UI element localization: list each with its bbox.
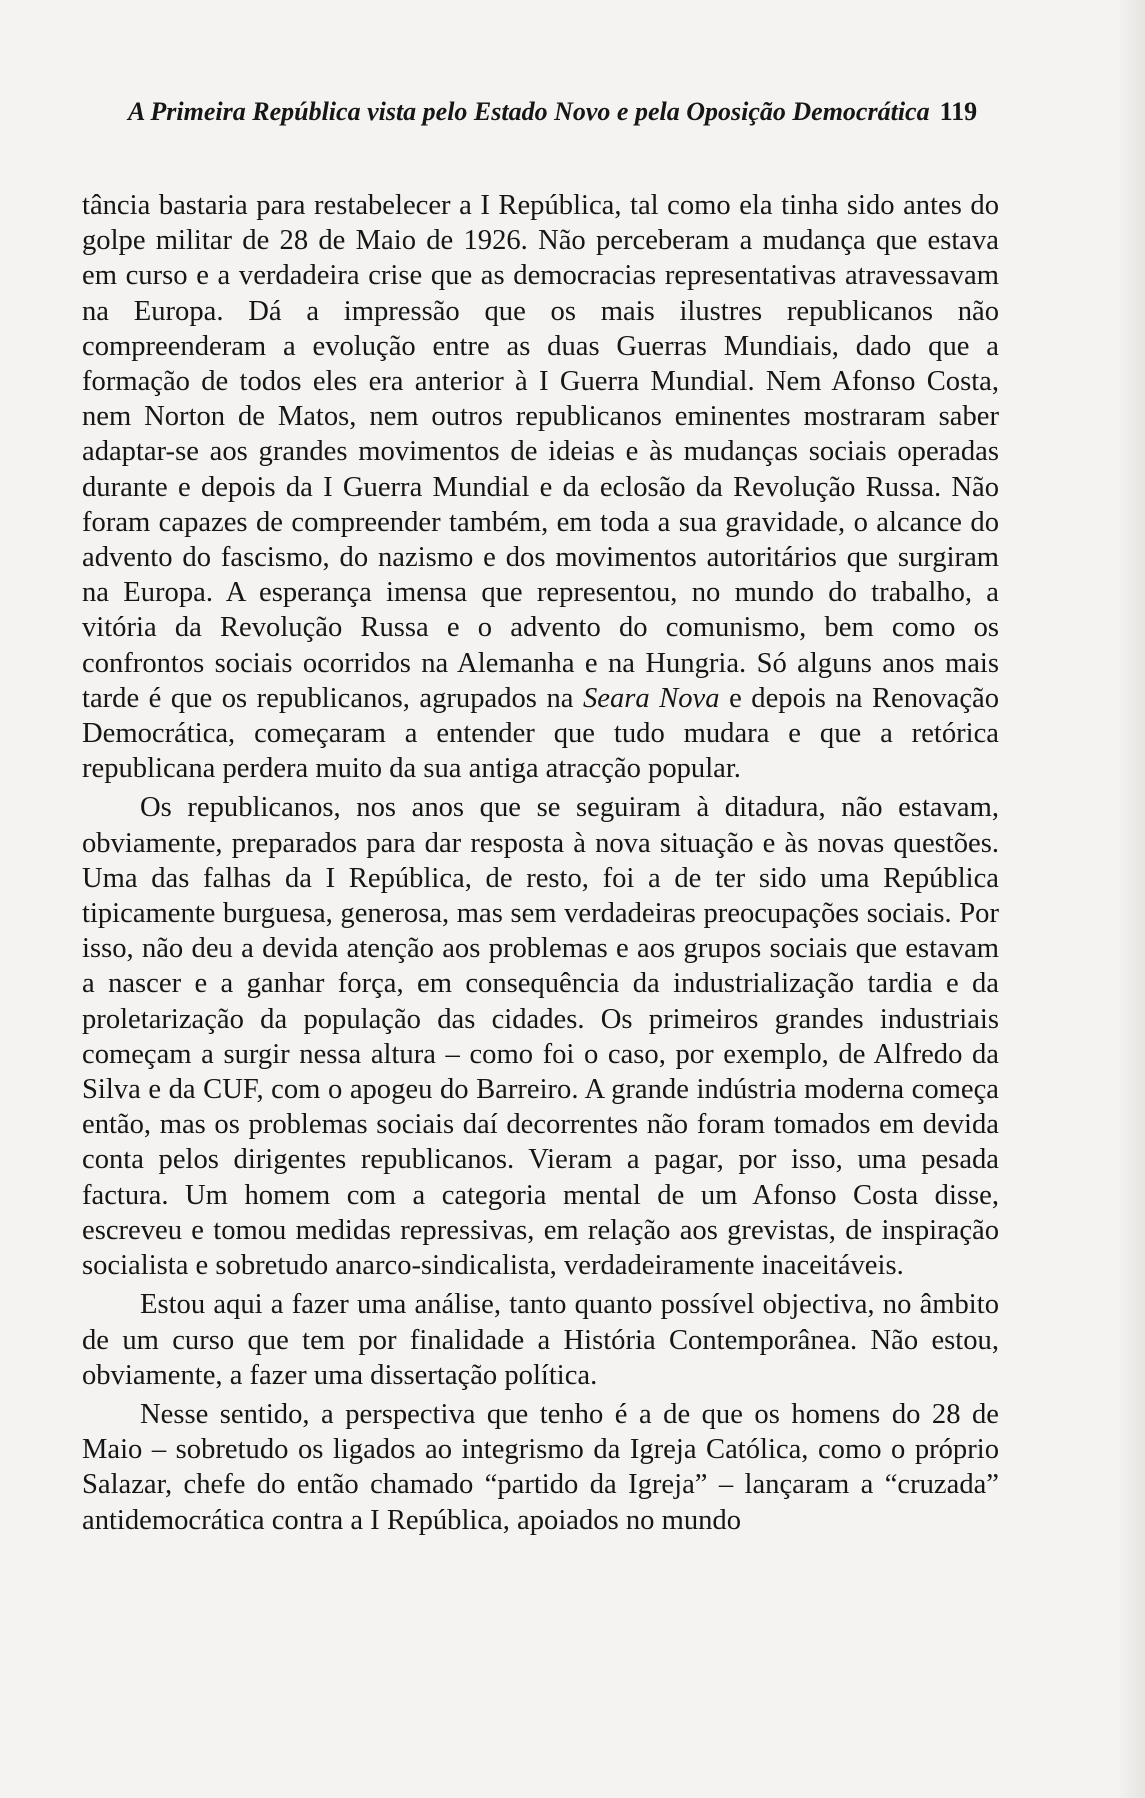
page-edge-shadow: [1117, 0, 1145, 1798]
page-number: 119: [939, 97, 978, 126]
running-title: A Primeira República vista pelo Estado Novo e pela Oposição Democrática: [128, 97, 930, 126]
paragraph-1: [82, 188, 999, 786]
paragraph-1-part-a: tância bastaria para restabelecer a I República, tal como ela tinha sido antes do golpe militar de 28 de Maio de 1926. Não perceberam a mudança que estava em curso e a verdadeira crise que as democracias representativas atravessavam na Europa. Dá a impressão que os mais ilustres republicanos não compreenderam a evolução entre as duas Guerras Mundiais, dado que a formação de todos eles era anterior à I Guerra Mundial. Nem Afonso Costa, nem Norton de Matos, nem outros republicanos eminentes mostraram saber adaptar-se aos grandes movimentos de ideias e às mudanças sociais operadas durante e depois da I Guerra Mundial e da eclosão da Revolução Russa. Não foram capazes de compreender também, em toda a sua gravidade, o alcance do advento do fascismo, do nazismo e dos movimentos autoritários que surgiram na Europa. A esperança imensa que representou, no mundo do trabalho, a vitória da Revolução Russa e o advento do comunismo, bem como os confrontos sociais ocorridos na Alemanha e na Hungria. Só alguns anos mais tarde é que os republicanos, agrupados na: [82, 190, 999, 714]
journal-title-italic: Seara Nova: [582, 682, 720, 714]
paragraph-3: Estou aqui a fazer uma análise, tanto quanto possível objectiva, no âmbito de um curso que tem por finalidade a História Contemporânea. Não estou, obviamente, a fazer uma dissertação política.: [82, 1289, 999, 1391]
running-header: [128, 96, 1008, 128]
body-text: [82, 188, 999, 1538]
paragraph-1-part-b: e depois na Renovação Democrática, começaram a entender que tudo mudara e que a retórica republicana perdera muito da sua antiga atracção popular.: [82, 682, 999, 785]
paragraph-4: Nesse sentido, a perspectiva que tenho é a de que os homens do 28 de Maio – sobretudo os ligados ao integrismo da Igreja Católica, como o próprio Salazar, chefe do então chamado “partido da Igreja” – lançaram a “cruzada” antidemocrática contra a I República, apoiados no mundo: [82, 1398, 999, 1536]
paragraph-2: Os republicanos, nos anos que se seguiram à ditadura, não estavam, obviamente, preparados para dar resposta à nova situação e às novas questões. Uma das falhas da I República, de resto, foi a de ter sido uma República tipicamente burguesa, generosa, mas sem verdadeiras preocupações sociais. Por isso, não deu a devida atenção aos problemas e aos grupos sociais que estavam a nascer e a ganhar força, em consequência da industrialização tardia e da proletarização da população das cidades. Os primeiros grandes industriais começam a surgir nessa altura – como foi o caso, por exemplo, de Alfredo da Silva e da CUF, com o apogeu do Barreiro. A grande indústria moderna começa então, mas os problemas sociais daí decorrentes não foram tomados em devida conta pelos dirigentes republicanos. Vieram a pagar, por isso, uma pesada factura. Um homem com a categoria mental de um Afonso Costa disse, escreveu e tomou medidas repressivas, em relação aos grevistas, de inspiração socialista e sobretudo anarco-sindicalista, verdadeiramente inaceitáveis.: [82, 792, 999, 1282]
